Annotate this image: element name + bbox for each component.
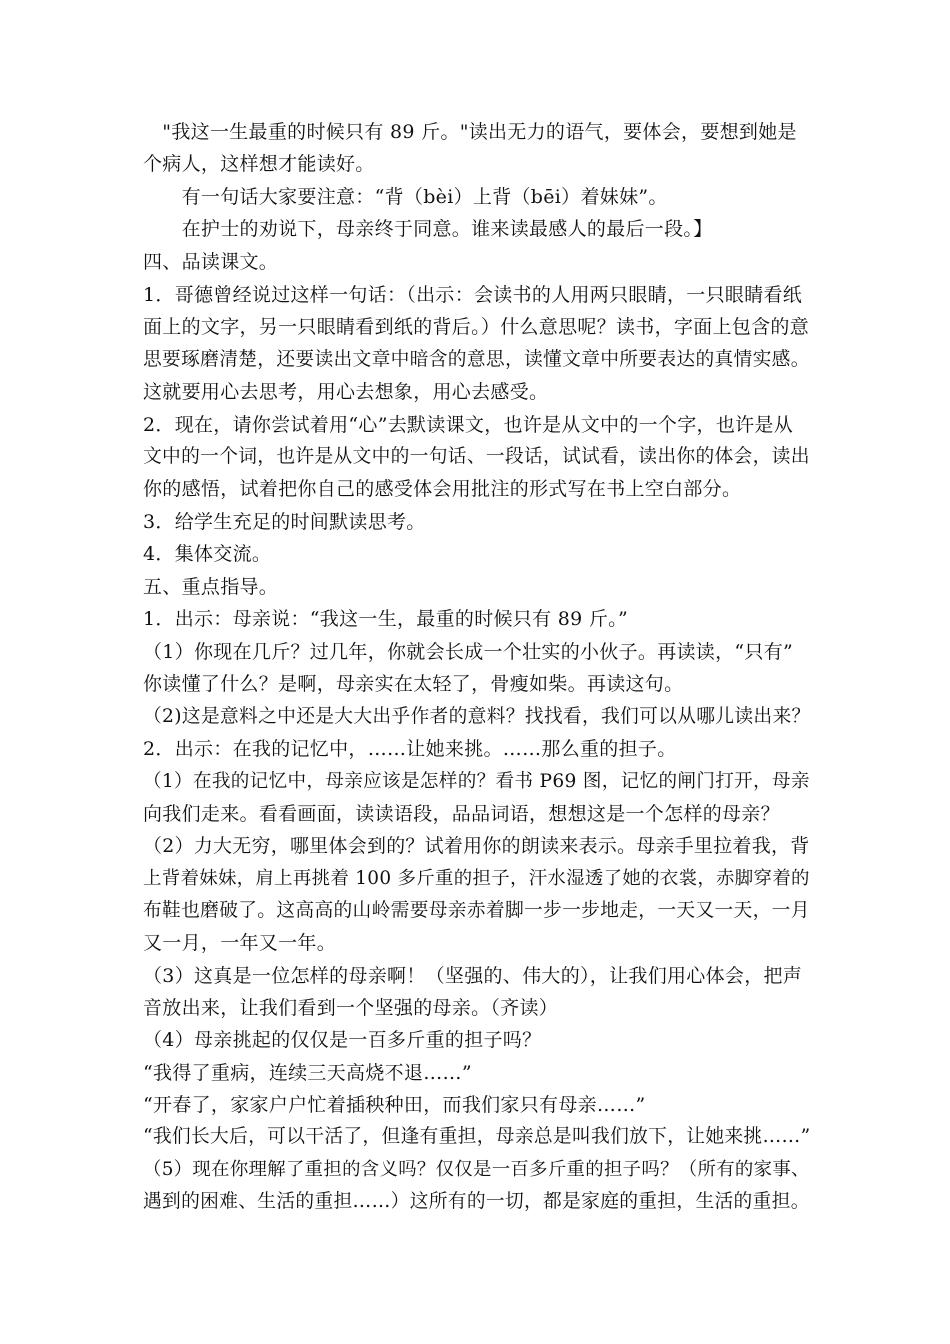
text-line: 面上的文字，另一只眼睛看到纸的背后。）什么意思呢？读书，字面上包含的意 <box>143 316 810 338</box>
text-line: 1．哥德曾经说过这样一句话：（出示：会读书的人用两只眼睛，一只眼睛看纸 <box>143 284 803 306</box>
text-line: （3）这真是一位怎样的母亲啊！（坚强的、伟大的），让我们用心体会，把声 <box>143 965 803 987</box>
text-line: 2．现在，请你尝试着用“心”去默读课文，也许是从文中的一个字，也许是从 <box>143 414 794 436</box>
text-line: （2）力大无穷，哪里体会到的？试着用你的朗读来表示。母亲手里拉着我，背 <box>143 835 810 857</box>
text-line: 遇到的困难、生活的重担……）这所有的一切，都是家庭的重担，生活的重担。 <box>143 1191 810 1212</box>
text-line: （2)这是意料之中还是大大出乎作者的意料？找找看，我们可以从哪儿读出来？ <box>143 706 811 727</box>
text-line: （1）你现在几斤？过几年，你就会长成一个壮实的小伙子。再读读，“只有” <box>143 641 794 663</box>
text-line: 你的感悟，试着把你自己的感受体会用批注的形式写在书上空白部分。 <box>143 478 742 500</box>
text-line: 个病人，这样想才能读好。 <box>143 153 375 175</box>
text-line: 在护士的劝说下，母亲终于同意。谁来读最感人的最后一段。】 <box>143 218 713 240</box>
text-line: 1．出示：母亲说：“我这一生，最重的时候只有 89 斤。” <box>143 608 628 630</box>
text-line: "我这一生最重的时候只有 89 斤。"读出无力的语气，要体会，要想到她是 <box>143 121 797 143</box>
text-line: （5）现在你理解了重担的含义吗？仅仅是一百多斤重的担子吗？（所有的家事、 <box>143 1159 810 1180</box>
text-line: 2．出示：在我的记忆中，……让她来挑。……那么重的担子。 <box>143 738 677 760</box>
text-line: 向我们走来。看看画面，读读语段，品品词语，想想这是一个怎样的母亲？ <box>143 803 780 825</box>
text-line: 思要琢磨清楚，还要读出文章中暗含的意思，读懂文章中所要表达的真情实感。 <box>143 349 810 370</box>
text-line: （1）在我的记忆中，母亲应该是怎样的？看书 P69 图，记忆的闸门打开，母亲 <box>143 771 810 792</box>
text-line: 上背着妹妹，肩上再挑着 100 多斤重的担子，汗水湿透了她的衣裳，赤脚穿着的 <box>143 868 810 889</box>
text-line: 你读懂了什么？是啊，母亲实在太轻了，骨瘦如柴。再读这句。 <box>143 673 684 695</box>
section-heading: 四、品读课文。 <box>143 251 279 273</box>
text-line: 音放出来，让我们看到一个坚强的母亲。（齐读） <box>143 997 559 1019</box>
section-heading: 五、重点指导。 <box>143 576 279 598</box>
text-line: 文中的一个词，也许是从文中的一句话、一段话，试试看，读出你的体会，读出 <box>143 446 810 467</box>
text-line: 又一月，一年又一年。 <box>143 932 337 954</box>
text-line: “开春了，家家户户忙着插秧种田，而我们家只有母亲……” <box>143 1094 646 1116</box>
text-line: “我得了重病，连续三天高烧不退……” <box>143 1062 472 1084</box>
text-line: “我们长大后，可以干活了，但逢有重担，母亲总是叫我们放下，让她来挑……” <box>143 1126 811 1147</box>
text-line: 这就要用心去思考，用心去想象，用心去感受。 <box>143 381 549 403</box>
text-line: （4）母亲挑起的仅仅是一百多斤重的担子吗？ <box>143 1029 542 1051</box>
text-line: 3．给学生充足的时间默读思考。 <box>143 511 426 533</box>
text-line: 4．集体交流。 <box>143 543 272 565</box>
text-line: 有一句话大家要注意：“背（bèi）上背（bēi）着妹妹”。 <box>143 186 668 208</box>
text-line: 布鞋也磨破了。这高高的山岭需要母亲赤着脚一步一步地走，一天又一天，一月 <box>143 900 810 921</box>
